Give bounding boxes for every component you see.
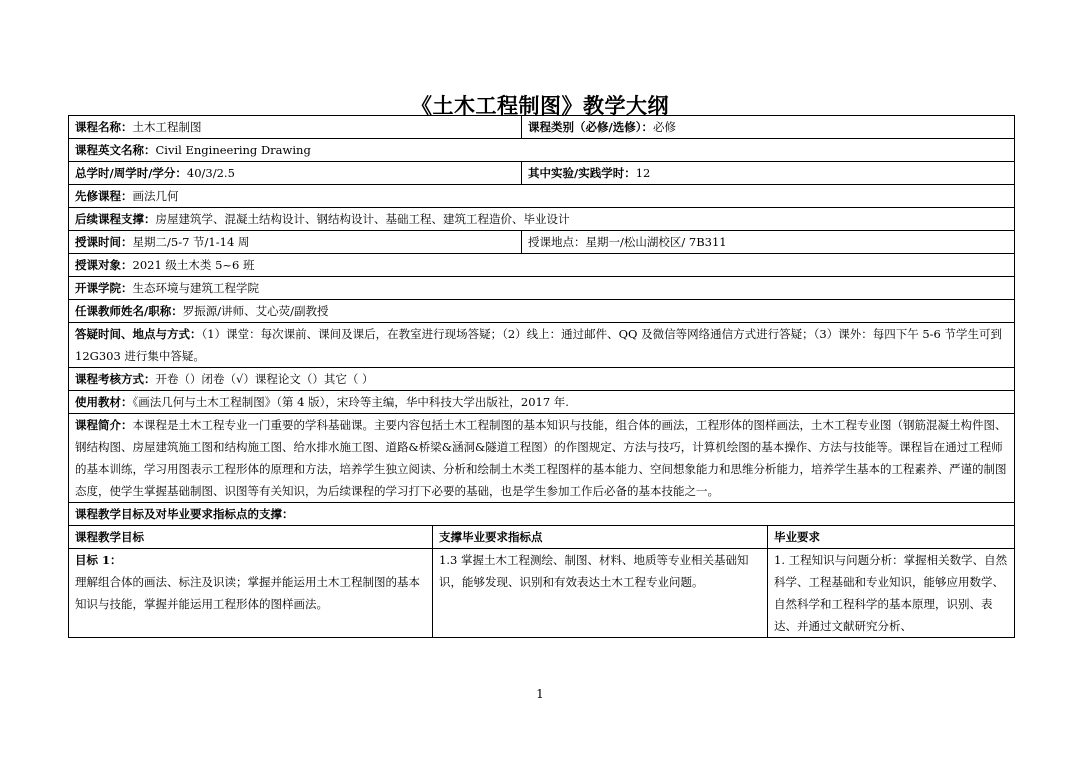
table-row bbox=[69, 277, 1015, 300]
syllabus-table bbox=[68, 115, 1015, 638]
place-cell bbox=[522, 231, 1015, 254]
textbook-cell bbox=[69, 391, 1015, 414]
audience-value: 2021 级土木类 5~6 班 bbox=[132, 258, 255, 272]
col-header-indicator: 支撑毕业要求指标点 bbox=[433, 526, 768, 549]
course-type-value: 必修 bbox=[652, 120, 676, 134]
textbook-label: 使用教材： bbox=[75, 395, 133, 409]
hours-label: 总学时/周学时/学分： bbox=[75, 166, 187, 180]
place-value: 星期一/松山湖校区/ 7B311 bbox=[585, 235, 727, 249]
table-row bbox=[69, 323, 1015, 368]
practice-label: 其中实验/实践学时： bbox=[528, 166, 636, 180]
hours-cell bbox=[69, 162, 522, 185]
audience-cell bbox=[69, 254, 1015, 277]
table-row bbox=[69, 162, 1015, 185]
indicator-cell: 1.3 掌握土木工程测绘、制图、材料、地质等专业相关基础知识，能够发现、识别和有效表达土木工程专业问题。 bbox=[433, 549, 768, 638]
time-label: 授课时间： bbox=[75, 235, 133, 249]
intro-value: 本课程是土木工程专业一门重要的学科基础课。主要内容包括土木工程制图的基本知识与技能，组合体的画法，工程形体的图样画法，土木工程专业图（钢筋混凝土构件图、钢结构图、房屋建筑施工图和结构施工图、给水排水施工图、道路&桥梁&涵洞&隧道工程图）的作图规定、方法与技巧，计算机绘图的基本操作、方法与技能等。课程旨在通过工程师的基本训练，学习用图表示工程形体的原理和方法，培养学生独立阅读、分析和绘制土木类工程图样的基本能力、空间想象能力和思维分析能力，培养学生基本的工程素养、严谨的制图态度，使学生掌握基础制图、识图等有关知识，为后续课程的学习打下必要的基础，也是学生参加工作后必备的基本技能之一。 bbox=[75, 418, 1007, 498]
assessment-label: 课程考核方式： bbox=[75, 372, 156, 386]
time-cell bbox=[69, 231, 522, 254]
teacher-label: 任课教师姓名/职称： bbox=[75, 304, 183, 318]
objectives-header-cell bbox=[69, 503, 1015, 526]
table-row bbox=[69, 231, 1015, 254]
table-row bbox=[69, 368, 1015, 391]
practice-value: 12 bbox=[635, 166, 651, 180]
college-value: 生态环境与建筑工程学院 bbox=[132, 281, 259, 295]
table-row bbox=[69, 185, 1015, 208]
table-row bbox=[69, 549, 1015, 638]
course-type-cell bbox=[522, 116, 1015, 139]
teacher-cell bbox=[69, 300, 1015, 323]
goal-cell bbox=[69, 549, 433, 638]
textbook-value: 《画法几何与土木工程制图》（第 4 版），宋玲等主编，华中科技大学出版社，2017 年. bbox=[132, 395, 569, 409]
audience-label: 授课对象： bbox=[75, 258, 133, 272]
followup-label: 后续课程支撑： bbox=[75, 212, 156, 226]
prerequisite-value: 画法几何 bbox=[132, 189, 179, 203]
table-row bbox=[69, 391, 1015, 414]
qa-label: 答疑时间、地点与方式： bbox=[75, 327, 202, 341]
course-name-cell bbox=[69, 116, 522, 139]
prerequisite-label: 先修课程： bbox=[75, 189, 133, 203]
table-row bbox=[69, 208, 1015, 231]
objectives-header-label: 课程教学目标及对毕业要求指标点的支撑： bbox=[75, 507, 294, 521]
intro-cell bbox=[69, 414, 1015, 503]
assessment-cell bbox=[69, 368, 1015, 391]
college-label: 开课学院： bbox=[75, 281, 133, 295]
page-number: 1 bbox=[536, 687, 544, 701]
table-row bbox=[69, 503, 1015, 526]
english-name-label: 课程英文名称： bbox=[75, 143, 156, 157]
followup-cell bbox=[69, 208, 1015, 231]
course-type-label: 课程类别（必修/选修）： bbox=[528, 120, 653, 134]
table-row bbox=[69, 254, 1015, 277]
page-title: 《土木工程制图》教学大纲 bbox=[411, 93, 669, 118]
time-value: 星期二/5-7 节/1-14 周 bbox=[132, 235, 250, 249]
college-cell bbox=[69, 277, 1015, 300]
place-label: 授课地点： bbox=[528, 235, 586, 249]
col-header-goal: 课程教学目标 bbox=[69, 526, 433, 549]
qa-value: （1）课堂：每次课前、课间及课后，在教室进行现场答疑；（2）线上：通过邮件、QQ 及微信等网络通信方式进行答疑；（3）课外：每四下午 5-6 节学生可到 12G303 进行集中答疑。 bbox=[75, 327, 1003, 363]
english-name-value: Civil Engineering Drawing bbox=[155, 143, 311, 157]
hours-value: 40/3/2.5 bbox=[186, 166, 235, 180]
table-row bbox=[69, 116, 1015, 139]
course-name-label: 课程名称： bbox=[75, 120, 133, 134]
assessment-value: 开卷（）闭卷（√）课程论文（）其它（ ） bbox=[155, 372, 374, 386]
prerequisite-cell bbox=[69, 185, 1015, 208]
english-name-cell bbox=[69, 139, 1015, 162]
table-row bbox=[69, 526, 1015, 549]
table-row bbox=[69, 139, 1015, 162]
requirement-cell: 1. 工程知识与问题分析：掌握相关数学、自然科学、工程基础和专业知识，能够应用数学、自然科学和工程科学的基本原理，识别、表达、并通过文献研究分析、 bbox=[768, 549, 1015, 638]
table-row bbox=[69, 300, 1015, 323]
col-header-requirement: 毕业要求 bbox=[768, 526, 1015, 549]
teacher-value: 罗振源/讲师、艾心荧/副教授 bbox=[182, 304, 329, 318]
intro-label: 课程简介： bbox=[75, 418, 133, 432]
goal-text: 理解组合体的画法、标注及识读；掌握并能运用土木工程制图的基本知识与技能，掌握并能运用工程形体的图样画法。 bbox=[75, 575, 420, 611]
qa-cell bbox=[69, 323, 1015, 368]
goal-label: 目标 1： bbox=[75, 553, 122, 567]
table-row bbox=[69, 414, 1015, 503]
followup-value: 房屋建筑学、混凝土结构设计、钢结构设计、基础工程、建筑工程造价、毕业设计 bbox=[155, 212, 570, 226]
course-name-value: 土木工程制图 bbox=[132, 120, 202, 134]
practice-cell bbox=[522, 162, 1015, 185]
